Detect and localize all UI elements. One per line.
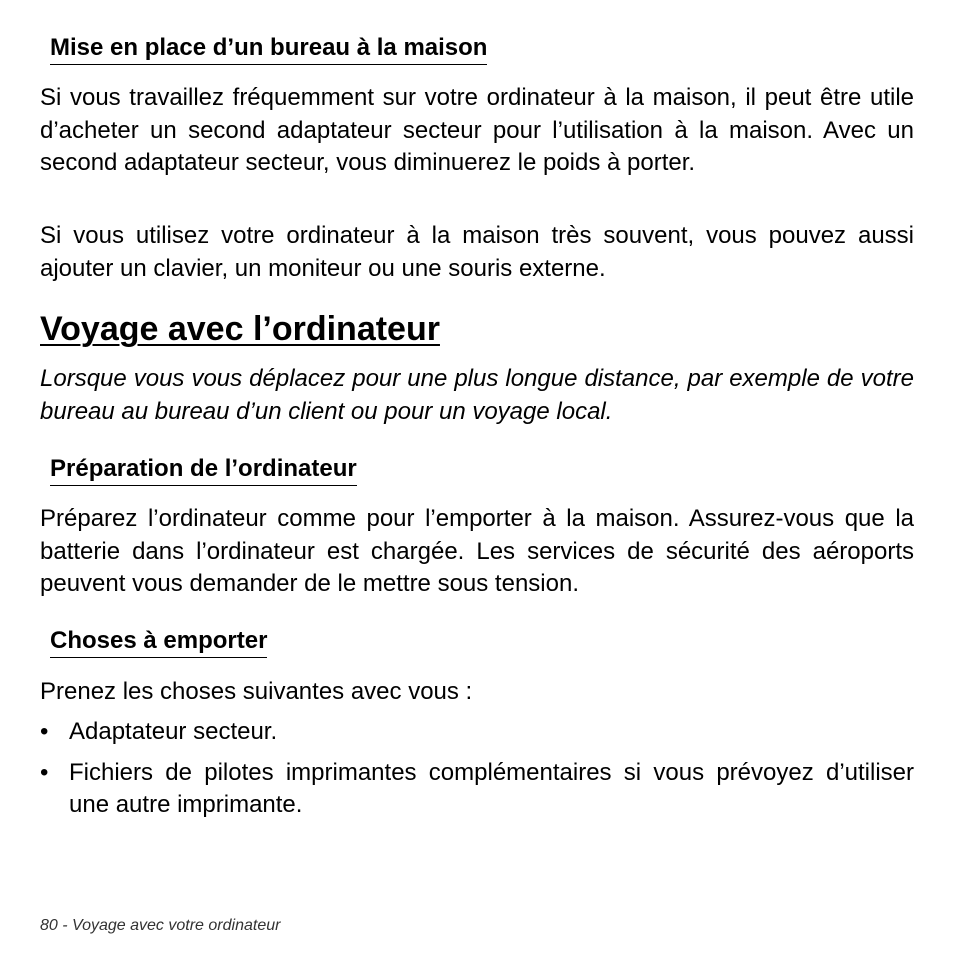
list-item (40, 757, 914, 822)
paragraph-home-office-peripherals: Si vous utilisez votre ordinateur à la maison très souvent, vous pouvez aussi ajouter un clavier, un moniteur ou une souris externe. (40, 222, 914, 282)
section-heading-preparation: Préparation de l’ordinateur (50, 454, 357, 486)
section-heading-home-office: Mise en place d’un bureau à la maison (50, 33, 487, 65)
paragraph-things-intro: Prenez les choses suivantes avec vous : (40, 678, 473, 705)
chapter-title: Voyage avec l’ordinateur (40, 310, 440, 348)
list-item-text: Adaptateur secteur. (69, 718, 278, 745)
bullet-list (40, 716, 914, 830)
paragraph-preparation: Préparez l’ordinateur comme pour l’emporter à la maison. Assurez-vous que la batterie dans l’ordinateur est chargée. Les services de sécurité des aéroports peuvent vous demander de le mettre sous tension. (40, 505, 914, 597)
paragraph-home-office-adapter: Si vous travaillez fréquemment sur votre ordinateur à la maison, il peut être utile d’acheter un second adaptateur secteur pour l’utilisation à la maison. Avec un second adaptateur secteur, vous diminuerez le poids à porter. (40, 84, 914, 176)
list-item-text: Fichiers de pilotes imprimantes complémentaires si vous prévoyez d’utiliser une autre imprimante. (69, 758, 914, 818)
bullet-icon: • (40, 718, 49, 745)
page-footer: 80 - Voyage avec votre ordinateur (40, 917, 281, 934)
bullet-icon: • (40, 758, 49, 786)
chapter-intro: Lorsque vous vous déplacez pour une plus longue distance, par exemple de votre bureau au bureau d’un client ou pour un voyage local. (40, 365, 914, 425)
list-item (40, 716, 914, 749)
section-heading-things-to-bring: Choses à emporter (50, 626, 267, 658)
